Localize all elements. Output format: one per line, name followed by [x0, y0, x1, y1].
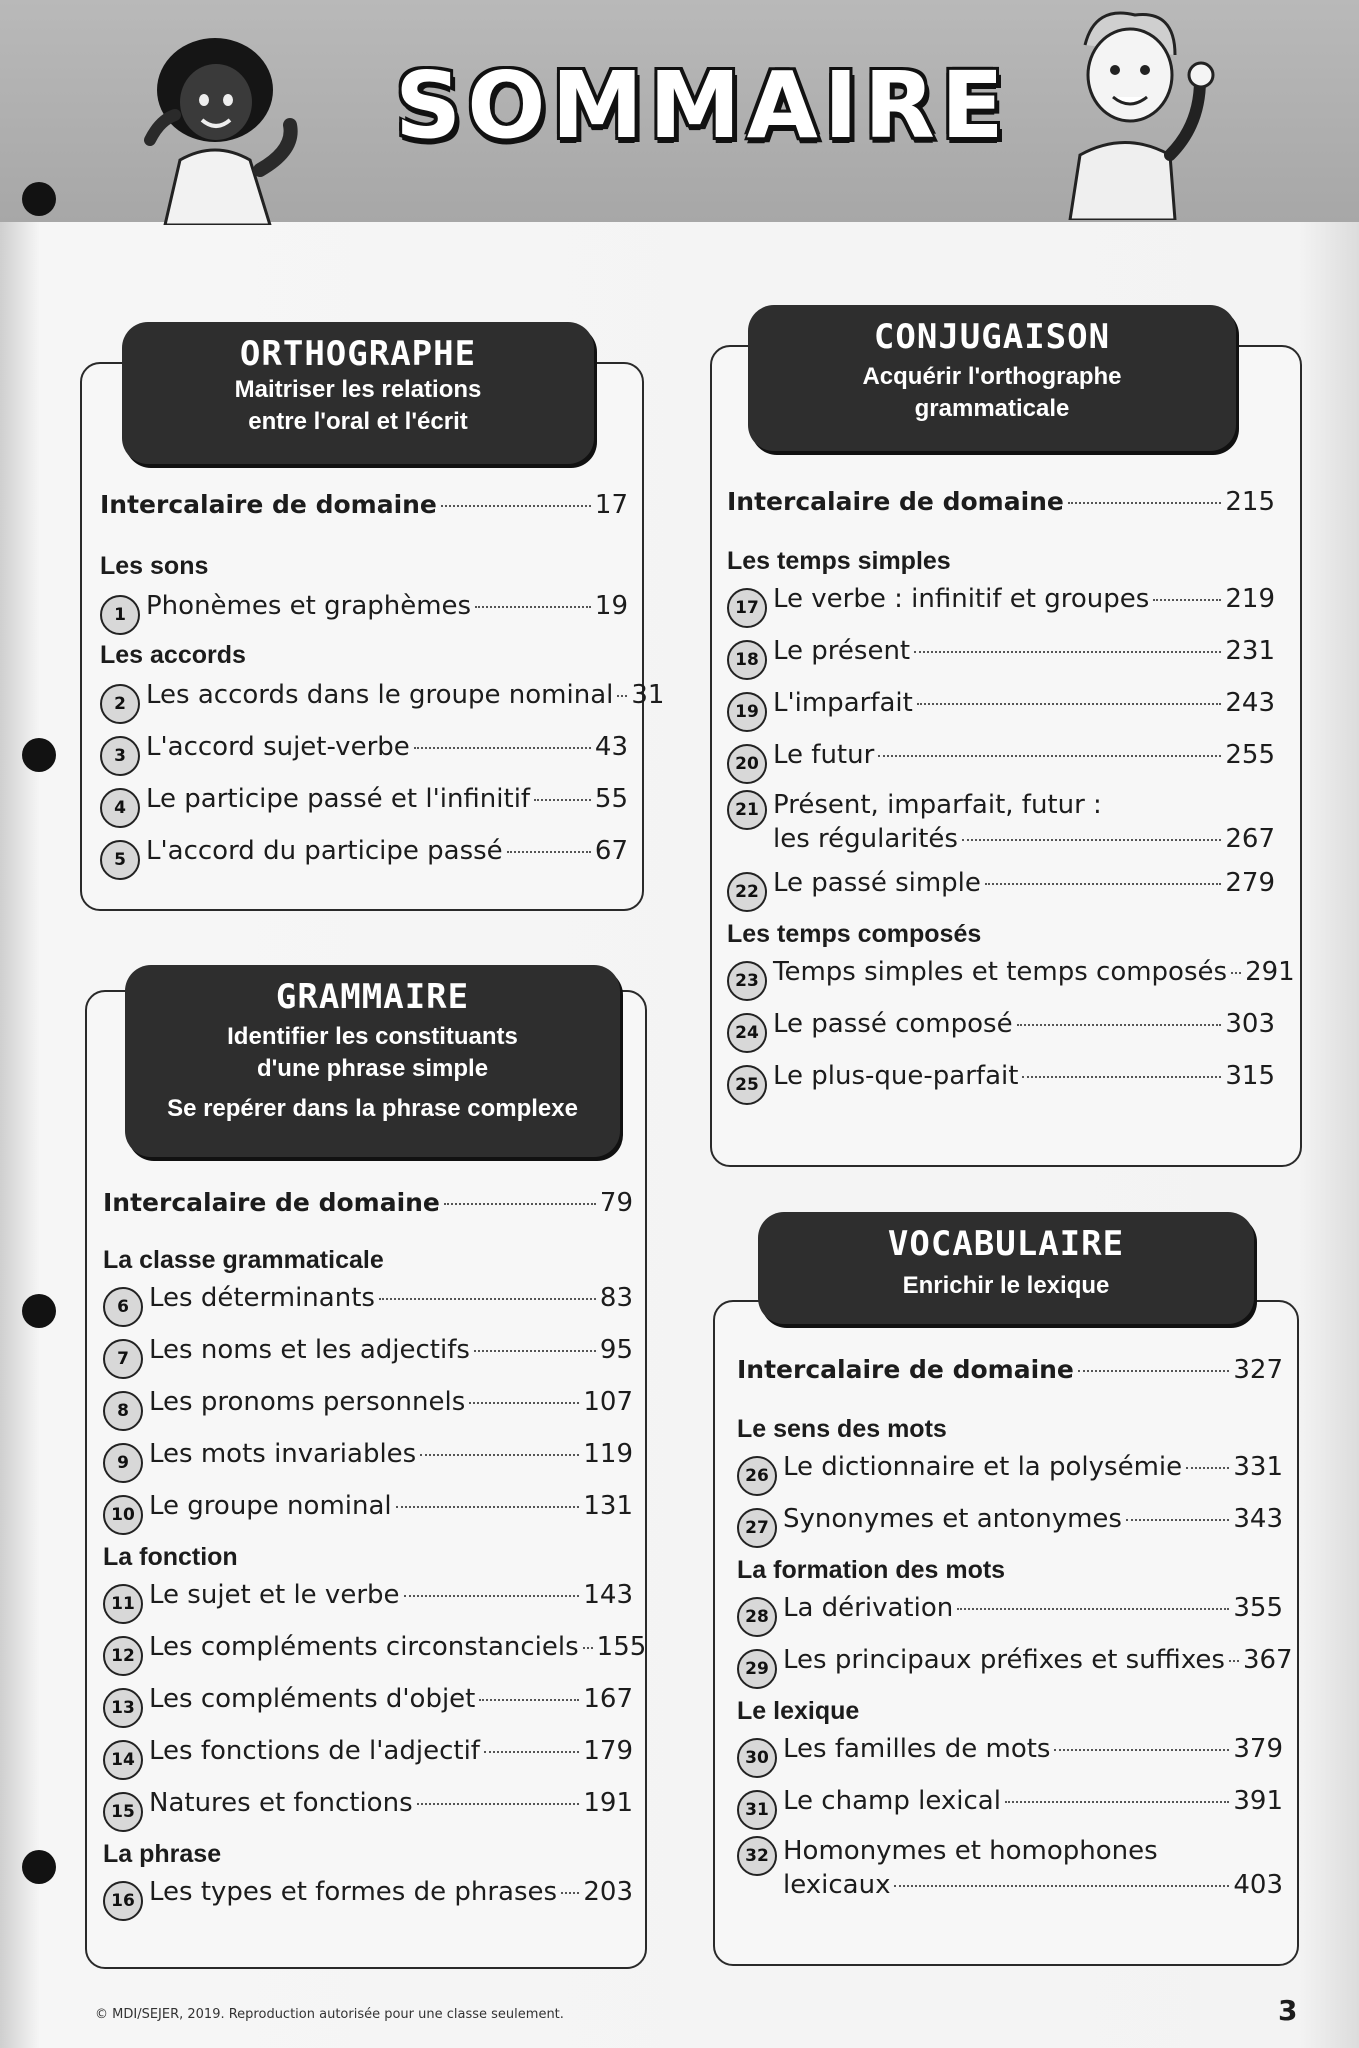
category-heading: Les temps simples [727, 547, 951, 575]
page-number: 327 [1233, 1355, 1283, 1385]
toc-entry[interactable] [737, 1836, 1283, 1900]
toc-entry[interactable] [727, 866, 1275, 906]
orthographe-title: ORTHOGRAPHE [239, 334, 477, 374]
chapter-number: 26 [737, 1456, 777, 1496]
page-number: 55 [594, 784, 628, 814]
toc-entry[interactable] [727, 1007, 1275, 1047]
toc-entry[interactable] [727, 634, 1275, 674]
page-number: 243 [1225, 688, 1275, 718]
conjugaison-banner [748, 305, 1236, 451]
entry-label-line-1: Présent, imparfait, futur : [773, 790, 1102, 820]
page-number: 19 [594, 591, 628, 621]
entry-label: Le verbe : infinitif et groupes [773, 584, 1150, 614]
leader-dots [1229, 1660, 1239, 1662]
grammaire-banner [125, 965, 620, 1157]
page-number-footer: 3 [1278, 1994, 1298, 2027]
intercalaire-label: Intercalaire de domaine [727, 487, 1064, 516]
chapter-number: 15 [103, 1792, 143, 1832]
leader-dots [1017, 1024, 1222, 1026]
page-number: 331 [1233, 1452, 1283, 1482]
page-number: 67 [594, 836, 628, 866]
chapter-number: 31 [737, 1790, 777, 1830]
entry-label: Le passé composé [773, 1009, 1013, 1039]
entry-label: La dérivation [783, 1593, 954, 1623]
category-heading: La classe grammaticale [103, 1246, 384, 1274]
leader-dots [1054, 1749, 1229, 1751]
leader-dots [1022, 1076, 1221, 1078]
page-number: 179 [583, 1736, 633, 1766]
toc-entry[interactable] [737, 1784, 1283, 1824]
chapter-number: 22 [727, 872, 767, 912]
orthographe-banner [122, 322, 594, 464]
grammaire-intercalaire[interactable] [103, 1188, 633, 1218]
chapter-number: 28 [737, 1597, 777, 1637]
page-number: 343 [1233, 1504, 1283, 1534]
chapter-number: 25 [727, 1065, 767, 1105]
leader-dots [441, 505, 591, 507]
page-number: 215 [1225, 487, 1275, 517]
leader-dots [507, 851, 591, 853]
chapter-number: 20 [727, 744, 767, 784]
chapter-number: 19 [727, 692, 767, 732]
toc-entry[interactable] [737, 1591, 1283, 1631]
entry-label: Le participe passé et l'infinitif [146, 784, 531, 814]
toc-entry[interactable] [103, 1437, 633, 1477]
category-heading: La fonction [103, 1543, 238, 1571]
leader-dots [484, 1751, 579, 1753]
leader-dots [583, 1647, 593, 1649]
category-heading: Le lexique [737, 1697, 860, 1725]
binder-hole [22, 738, 56, 772]
entry-label: Les familles de mots [783, 1734, 1051, 1764]
leader-dots [1153, 599, 1221, 601]
vocabulaire-banner [758, 1212, 1254, 1324]
leader-dots [957, 1608, 1229, 1610]
leader-dots [894, 1885, 1229, 1887]
toc-entry[interactable] [737, 1732, 1283, 1772]
page-number: 95 [599, 1335, 633, 1365]
page-number: 119 [583, 1439, 633, 1469]
copyright-notice: © MDI/SEJER, 2019. Reproduction autorisée pour une classe seulement. [95, 2007, 564, 2022]
toc-entry[interactable] [100, 730, 628, 770]
leader-dots [534, 799, 591, 801]
page-number: 167 [583, 1684, 633, 1714]
entry-label-line-2: lexicaux [783, 1870, 891, 1900]
entry-label: Les pronoms personnels [149, 1387, 466, 1417]
chapter-number: 17 [727, 588, 767, 628]
chapter-number: 12 [103, 1636, 143, 1676]
entry-label: Les déterminants [149, 1283, 375, 1313]
page-number: 17 [594, 490, 628, 520]
entry-label: Phonèmes et graphèmes [146, 591, 472, 621]
entry-label: Les noms et les adjectifs [149, 1335, 470, 1365]
leader-dots [444, 1203, 596, 1205]
leader-dots [1231, 972, 1241, 974]
entry-label: Les fonctions de l'adjectif [149, 1736, 480, 1766]
leader-dots [985, 883, 1221, 885]
chapter-number: 1 [100, 595, 140, 635]
chapter-number: 30 [737, 1738, 777, 1778]
category-heading: La phrase [103, 1840, 222, 1868]
vocabulaire-subtitle-1: Enrichir le lexique [902, 1272, 1110, 1299]
intercalaire-label: Intercalaire de domaine [103, 1188, 440, 1217]
grammaire-subtitle-3: Se repérer dans la phrase complexe [167, 1095, 578, 1122]
chapter-number: 24 [727, 1013, 767, 1053]
grammaire-subtitle-2: d'une phrase simple [256, 1055, 489, 1082]
chapter-number: 21 [727, 790, 767, 830]
chapter-number: 27 [737, 1508, 777, 1548]
entry-label: Les compléments circonstanciels [149, 1632, 579, 1662]
page-number: 203 [583, 1877, 633, 1907]
toc-entry[interactable] [727, 686, 1275, 726]
entry-label: L'accord du participe passé [146, 836, 503, 866]
toc-entry[interactable] [100, 834, 628, 874]
toc-entry[interactable] [737, 1502, 1283, 1542]
intercalaire-label: Intercalaire de domaine [737, 1355, 1074, 1384]
toc-entry[interactable] [727, 738, 1275, 778]
toc-entry[interactable] [103, 1578, 633, 1618]
leader-dots [1068, 502, 1221, 504]
chapter-number: 23 [727, 961, 767, 1001]
girl-illustration [120, 20, 310, 225]
chapter-number: 32 [737, 1836, 777, 1876]
page-number: 255 [1225, 740, 1275, 770]
entry-label: Le champ lexical [783, 1786, 1001, 1816]
category-heading: Les temps composés [727, 920, 982, 948]
boy-illustration [1025, 5, 1225, 220]
chapter-number: 3 [100, 736, 140, 776]
toc-entry[interactable] [103, 1734, 633, 1774]
page-number: 107 [583, 1387, 633, 1417]
page-title: SOMMAIRE [395, 52, 1010, 159]
page-number: 79 [599, 1188, 633, 1218]
leader-dots [379, 1298, 596, 1300]
binder-hole [22, 1294, 56, 1328]
toc-entry[interactable] [737, 1450, 1283, 1490]
chapter-number: 16 [103, 1881, 143, 1921]
page-number: 303 [1225, 1009, 1275, 1039]
leader-dots [1005, 1801, 1229, 1803]
page-number: 143 [583, 1580, 633, 1610]
chapter-number: 29 [737, 1649, 777, 1689]
leader-dots [962, 839, 1221, 841]
entry-label: Les accords dans le groupe nominal [146, 680, 614, 710]
toc-entry[interactable] [727, 955, 1295, 995]
category-heading: Les sons [100, 552, 209, 580]
binder-hole [22, 182, 56, 216]
entry-label: Les mots invariables [149, 1439, 417, 1469]
toc-entry[interactable] [100, 678, 665, 718]
leader-dots [917, 703, 1222, 705]
intercalaire-label: Intercalaire de domaine [100, 490, 437, 519]
chapter-number: 18 [727, 640, 767, 680]
category-heading: La formation des mots [737, 1556, 1006, 1584]
entry-label: Le dictionnaire et la polysémie [783, 1452, 1183, 1482]
page-number: 43 [594, 732, 628, 762]
conjugaison-subtitle-2: grammaticale [914, 395, 1070, 422]
leader-dots [469, 1402, 579, 1404]
leader-dots [474, 1350, 596, 1352]
chapter-number: 10 [103, 1495, 143, 1535]
toc-entry[interactable] [103, 1385, 633, 1425]
toc-entry[interactable] [727, 582, 1275, 622]
leader-dots [878, 755, 1221, 757]
entry-label-line-2: les régularités [773, 824, 958, 854]
vocabulaire-title: VOCABULAIRE [887, 1224, 1125, 1264]
page-number: 155 [596, 1632, 647, 1662]
page-number: 291 [1245, 957, 1295, 987]
entry-label: L'accord sujet-verbe [146, 732, 410, 762]
toc-entry[interactable] [103, 1682, 633, 1722]
entry-label: Le plus-que-parfait [773, 1061, 1019, 1091]
chapter-number: 14 [103, 1740, 143, 1780]
leader-dots [404, 1595, 580, 1597]
page-number: 355 [1233, 1593, 1283, 1623]
orthographe-intercalaire[interactable] [100, 490, 628, 520]
conjugaison-subtitle-1: Acquérir l'orthographe [862, 363, 1122, 390]
toc-entry[interactable] [100, 782, 628, 822]
leader-dots [914, 651, 1221, 653]
toc-entry[interactable] [103, 1281, 633, 1321]
page-number: 367 [1242, 1645, 1293, 1675]
chapter-number: 2 [100, 684, 140, 724]
toc-entry[interactable] [103, 1786, 633, 1826]
category-heading: Le sens des mots [737, 1415, 947, 1443]
toc-entry[interactable] [103, 1875, 633, 1915]
leader-dots [617, 695, 627, 697]
entry-label: Les types et formes de phrases [149, 1877, 558, 1907]
page-number: 267 [1225, 824, 1275, 854]
leader-dots [417, 1803, 580, 1805]
page-number: 231 [1225, 636, 1275, 666]
page-number: 31 [631, 680, 665, 710]
binder-hole [22, 1850, 56, 1884]
entry-label: Natures et fonctions [149, 1788, 413, 1818]
toc-entry[interactable] [727, 1059, 1275, 1099]
conjugaison-title: CONJUGAISON [873, 317, 1111, 357]
leader-dots [1186, 1467, 1229, 1469]
vocabulaire-intercalaire[interactable] [737, 1355, 1283, 1385]
entry-label: L'imparfait [773, 688, 913, 718]
entry-label-line-1: Homonymes et homophones [783, 1836, 1158, 1866]
toc-entry[interactable] [727, 790, 1275, 854]
entry-label: Le sujet et le verbe [149, 1580, 400, 1610]
category-heading: Les accords [100, 641, 246, 669]
page-number: 391 [1233, 1786, 1283, 1816]
conjugaison-intercalaire[interactable] [727, 487, 1275, 517]
leader-dots [479, 1699, 579, 1701]
entry-label: Le passé simple [773, 868, 981, 898]
toc-entry[interactable] [737, 1643, 1293, 1683]
page-number: 279 [1225, 868, 1275, 898]
entry-label: Le groupe nominal [149, 1491, 392, 1521]
grammaire-title: GRAMMAIRE [275, 977, 470, 1017]
orthographe-subtitle-1: Maitriser les relations [234, 376, 482, 403]
leader-dots [414, 747, 591, 749]
chapter-number: 11 [103, 1584, 143, 1624]
grammaire-subtitle-1: Identifier les constituants [227, 1023, 518, 1050]
page-number: 191 [583, 1788, 633, 1818]
page-number: 83 [599, 1283, 633, 1313]
page-number: 403 [1233, 1870, 1283, 1900]
entry-label: Temps simples et temps composés [773, 957, 1228, 987]
chapter-number: 13 [103, 1688, 143, 1728]
toc-entry[interactable] [100, 589, 628, 629]
chapter-number: 9 [103, 1443, 143, 1483]
orthographe-subtitle-2: entre l'oral et l'écrit [248, 408, 468, 435]
chapter-number: 4 [100, 788, 140, 828]
leader-dots [475, 606, 591, 608]
chapter-number: 8 [103, 1391, 143, 1431]
entry-label: Les compléments d'objet [149, 1684, 476, 1714]
entry-label: Synonymes et antonymes [783, 1504, 1122, 1534]
leader-dots [1126, 1519, 1229, 1521]
toc-entry[interactable] [103, 1333, 633, 1373]
leader-dots [561, 1892, 579, 1894]
chapter-number: 6 [103, 1287, 143, 1327]
toc-entry[interactable] [103, 1489, 633, 1529]
page-number: 315 [1225, 1061, 1275, 1091]
leader-dots [1078, 1370, 1229, 1372]
chapter-number: 5 [100, 840, 140, 880]
leader-dots [396, 1506, 580, 1508]
chapter-number: 7 [103, 1339, 143, 1379]
page-number: 131 [583, 1491, 633, 1521]
entry-label: Les principaux préfixes et suffixes [783, 1645, 1225, 1675]
page-number: 219 [1225, 584, 1275, 614]
toc-entry[interactable] [103, 1630, 647, 1670]
page-number: 379 [1233, 1734, 1283, 1764]
entry-label: Le présent [773, 636, 911, 666]
entry-label: Le futur [773, 740, 875, 770]
leader-dots [420, 1454, 579, 1456]
